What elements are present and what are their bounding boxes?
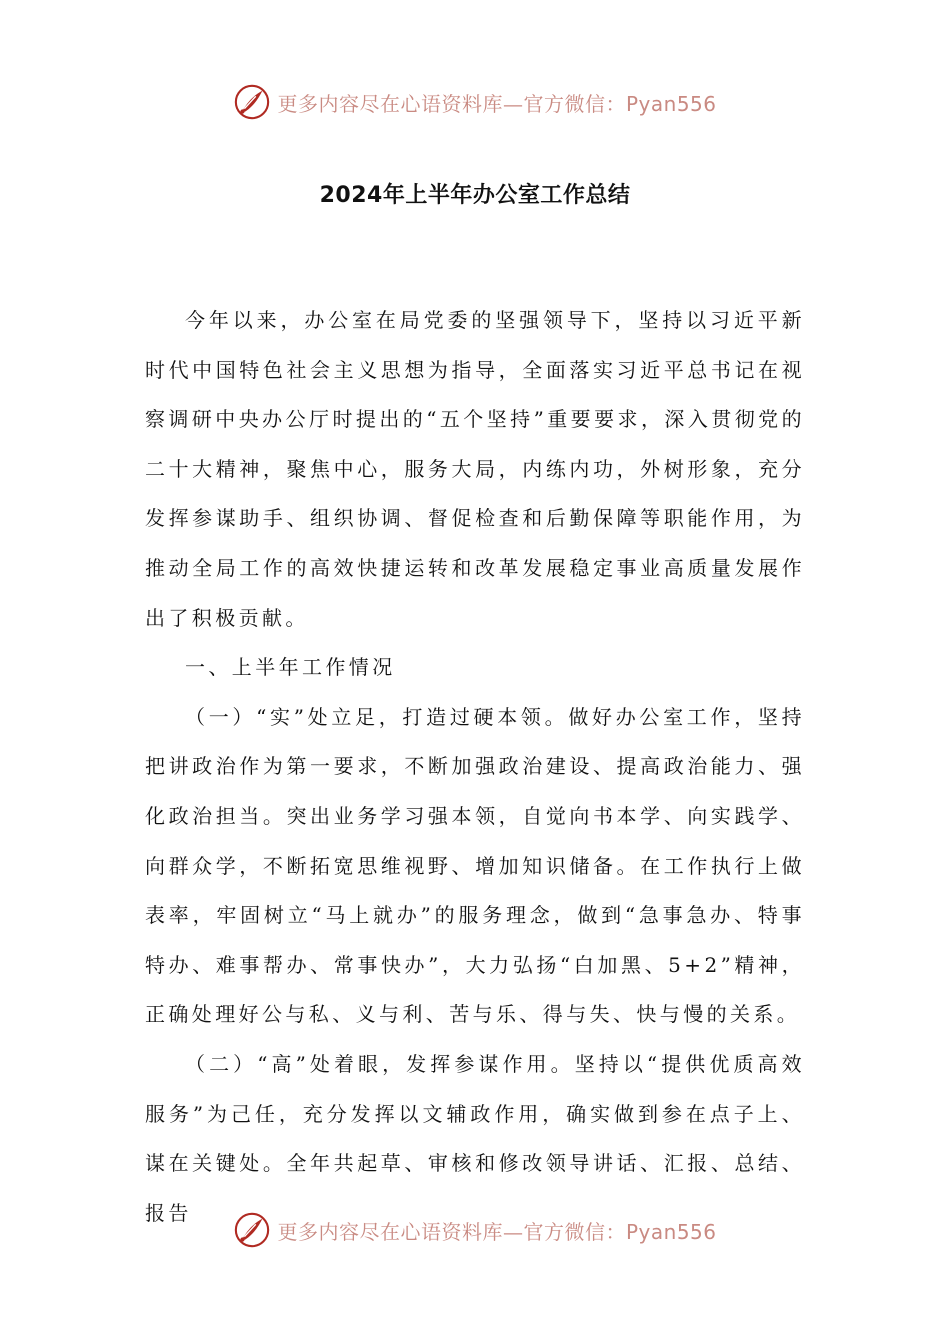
watermark-prefix: 更多内容尽在心语资料库 [277, 1219, 503, 1244]
watermark-text [277, 1216, 716, 1245]
watermark-separator: — [502, 1219, 524, 1244]
watermark-text [277, 88, 716, 117]
watermark-banner-top [0, 80, 950, 124]
watermark-prefix: 更多内容尽在心语资料库 [277, 91, 503, 116]
paragraph-intro: 今年以来，办公室在局党委的坚强领导下，坚持以习近平新时代中国特色社会主义思想为指导，全面落实习近平总书记在视察调研中央办公厅时提出的“五个坚持”重要要求，深入贯彻党的二十大精神，聚焦中心，服务大局，内练内功，外树形象，充分发挥参谋助手、组织协调、督促检查和后勤保障等职能作用，为推动全局工作的高效快捷运转和改革发展稳定事业高质量发展作出了积极贡献。 [145, 308, 805, 630]
document-title: 2024年上半年办公室工作总结 [319, 183, 631, 208]
paragraph-section-1: （一）“实”处立足，打造过硬本领。做好办公室工作，坚持把讲政治作为第一要求，不断加强政治建设、提高政治能力、强化政治担当。突出业务学习强本领，自觉向书本学、向实践学、向群众学，不断拓宽思维视野、增加知识储备。在工作执行上做表率，牢固树立“马上就办”的服务理念，做到“急事急办、特事特办、难事帮办、常事快办”，大力弘扬“白加黑、5+2”精神，正确处理好公与私、义与利、苦与乐、得与失、快与慢的关系。 [145, 704, 805, 1027]
paragraph-section-2: （二）“高”处着眼，发挥参谋作用。坚持以“提供优质高效服务”为己任，充分发挥以文辅政作用，确实做到参在点子上、谋在关键处。全年共起草、审核和修改领导讲话、汇报、总结、报告 [145, 1051, 805, 1225]
watermark-wechat-id: Pyan556 [625, 1219, 717, 1244]
pen-nib-logo-icon [233, 1211, 271, 1249]
watermark-label: 官方微信： [523, 91, 626, 116]
section-heading: 一、上半年工作情况 [185, 655, 396, 680]
document-body [145, 296, 805, 1238]
watermark-label: 官方微信： [523, 1219, 626, 1244]
pen-nib-logo-icon [233, 83, 271, 121]
watermark-banner-bottom [0, 1208, 950, 1252]
watermark-separator: — [502, 91, 524, 116]
watermark-wechat-id: Pyan556 [625, 91, 717, 116]
